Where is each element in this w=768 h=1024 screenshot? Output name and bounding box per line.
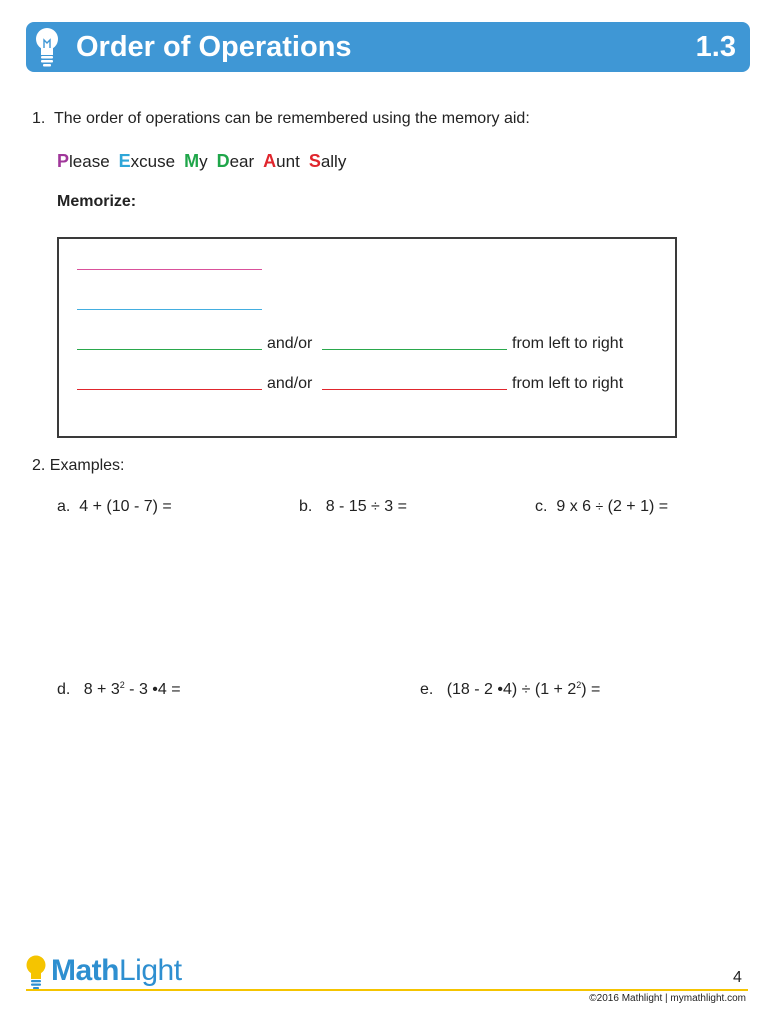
example-d: [57, 681, 181, 699]
mnemonic-letter: S: [308, 151, 321, 171]
example-e-label: e.: [420, 681, 434, 698]
example-e-exponent: 2: [576, 680, 582, 690]
example-b-label: b.: [299, 498, 313, 515]
example-d-label: d.: [57, 681, 71, 698]
fill-in-blank: [322, 349, 507, 350]
example-a-expression: 4 + (10 - 7) =: [79, 498, 172, 515]
mnemonic-rest: y: [199, 152, 208, 171]
page-number: 4: [733, 969, 742, 986]
mnemonic-rest: xcuse: [130, 152, 176, 171]
example-c-divide-sign: ÷: [595, 498, 604, 514]
mnemonic-word: [263, 152, 300, 171]
brand-name-bold: Math: [51, 954, 119, 987]
question-1-prompt: The order of operations can be remembered using the memory aid:: [53, 110, 530, 127]
example-e-expression-end: ) =: [581, 681, 601, 698]
memorize-box: [57, 237, 677, 438]
mnemonic-word: [119, 152, 175, 171]
example-a: [57, 498, 172, 516]
example-d-exponent: 2: [119, 680, 125, 690]
example-c: [535, 498, 668, 516]
fill-in-blank: [77, 309, 262, 310]
example-b-expression: 8 - 15 ÷ 3 =: [325, 498, 407, 515]
and-or-text: and/or: [267, 335, 313, 352]
example-e-expression-start: (18 - 2 •4) ÷ (1 + 2: [446, 681, 577, 698]
mnemonic-word: [217, 152, 255, 171]
example-c-label: c.: [535, 498, 548, 515]
mnemonic-letter: A: [263, 151, 277, 171]
mnemonic-letter: E: [118, 151, 131, 171]
mnemonic-word: [184, 152, 208, 171]
memorize-label: Memorize:: [57, 193, 137, 210]
example-e: [420, 681, 600, 699]
mnemonic-rest: lease: [69, 152, 110, 171]
fill-in-blank: [77, 349, 262, 350]
mnemonic-letter: D: [216, 151, 230, 171]
example-d-expression-start: 8 + 3: [83, 681, 120, 698]
question-1-number: 1.: [32, 110, 46, 127]
direction-text: from left to right: [512, 375, 624, 392]
example-a-label: a.: [57, 498, 71, 515]
mnemonic-letter: P: [57, 151, 70, 171]
lightbulb-icon: [24, 954, 48, 990]
example-b: [299, 498, 407, 516]
mnemonic-word: [57, 152, 110, 171]
page-title: Order of Operations: [76, 31, 352, 63]
mnemonic-rest: unt: [276, 152, 300, 171]
direction-text: from left to right: [512, 335, 624, 352]
question-1-text: [32, 110, 530, 128]
footer-divider: [26, 989, 748, 991]
lightbulb-icon: [32, 26, 62, 68]
mnemonic-word: [309, 152, 347, 171]
copyright-notice: ©2016 Mathlight | mymathlight.com: [589, 993, 746, 1004]
question-2-label: 2. Examples:: [32, 457, 125, 474]
example-d-expression-end: - 3 •4 =: [124, 681, 181, 698]
fill-in-blank: [77, 389, 262, 390]
header-bar: [26, 22, 750, 72]
example-c-expression-start: 9 x 6: [556, 498, 596, 515]
example-c-expression-end: (2 + 1) =: [603, 498, 669, 515]
brand-name: [51, 954, 182, 988]
mnemonic-rest: ear: [229, 152, 255, 171]
section-number: 1.3: [695, 31, 736, 63]
fill-in-blank: [77, 269, 262, 270]
and-or-text: and/or: [267, 375, 313, 392]
brand-name-light: Light: [119, 954, 182, 987]
mnemonic-letter: M: [184, 151, 200, 171]
mnemonic-phrase: [57, 151, 355, 172]
mnemonic-rest: ally: [320, 152, 347, 171]
fill-in-blank: [322, 389, 507, 390]
